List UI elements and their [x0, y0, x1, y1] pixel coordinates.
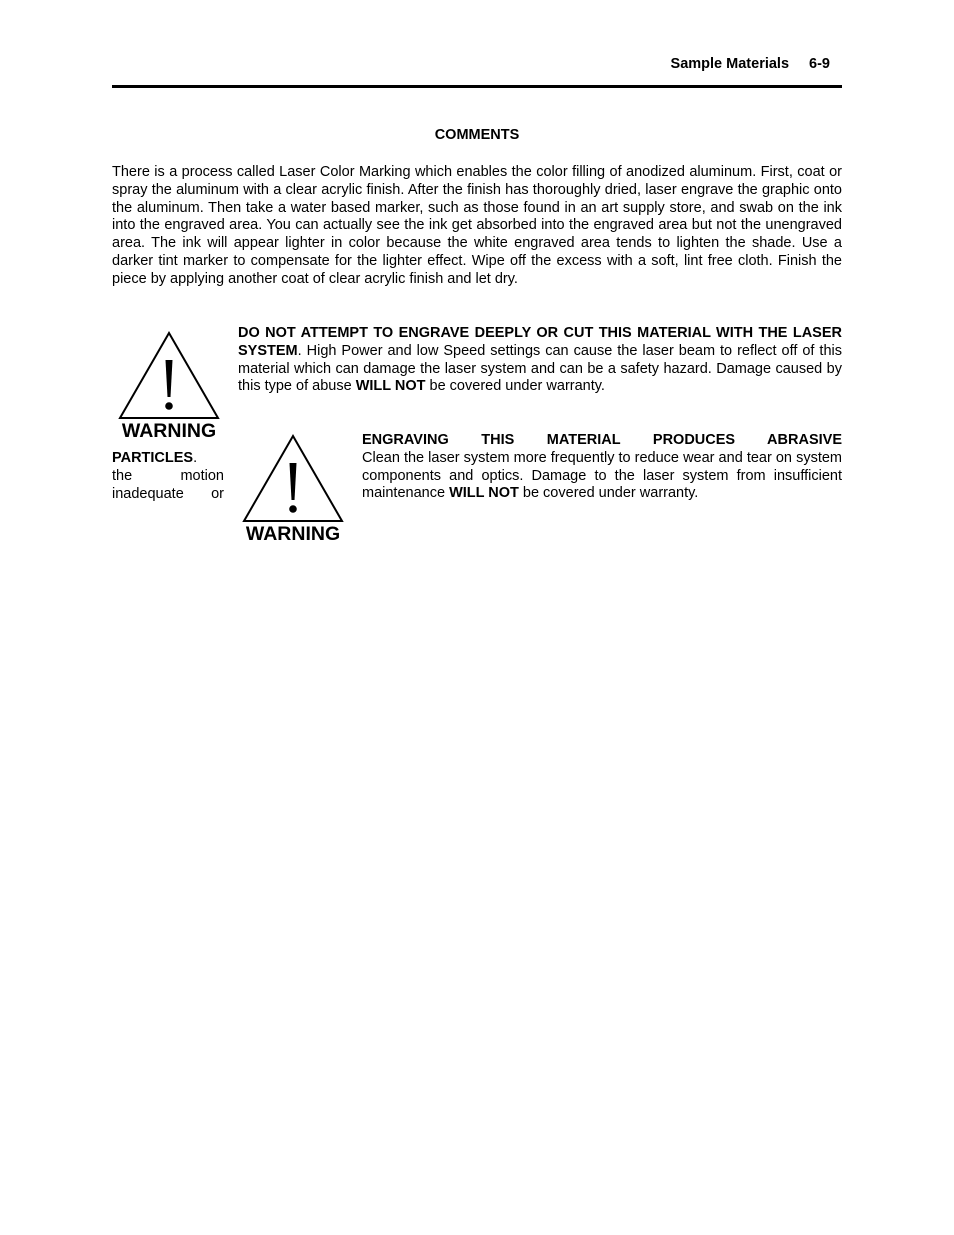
header-page-number: 6-9	[809, 56, 830, 72]
overflow-fragment-line2	[112, 468, 224, 486]
fragment-word: the	[112, 468, 133, 484]
warning-icon-label: WARNING	[121, 420, 217, 442]
warning-tail: be covered under warranty.	[518, 485, 699, 502]
running-header	[112, 56, 842, 72]
warning-icon	[116, 330, 222, 442]
fragment-period: .	[193, 450, 198, 466]
warning-emphasis: WILL NOT	[355, 378, 426, 395]
section-title: COMMENTS	[434, 127, 520, 143]
overflow-fragment-line3	[112, 486, 224, 504]
warning-lead: ENGRAVING THIS MATERIAL PRODUCES ABRASIVE	[362, 432, 842, 448]
header-section-title: Sample Materials	[670, 56, 790, 72]
warning-paragraph-deep-engrave	[238, 325, 842, 396]
fragment-word: or	[211, 486, 224, 502]
warning-body: Clean the laser system more frequently to reduce wear and tear on system components and optics. Damage to the laser system from insufficient maintenance	[362, 449, 842, 502]
warning-emphasis: WILL NOT	[449, 485, 519, 502]
warning-icon-label: WARNING	[245, 523, 341, 545]
header-rule	[112, 85, 842, 88]
warning-body: . High Power and low Speed settings can cause the laser beam to reflect off of this material which can damage the laser system and can be a safety hazard. Damage caused by this type of abuse	[238, 342, 842, 395]
fragment-word: motion	[180, 468, 224, 484]
overflow-fragment-line1	[112, 450, 197, 468]
warning-icon	[240, 433, 346, 545]
fragment-bold: PARTICLES	[112, 450, 194, 466]
fragment-word: inadequate	[112, 486, 184, 502]
warning-lead: DO NOT ATTEMPT TO ENGRAVE DEEPLY OR CUT THIS MATERIAL WITH THE LASER SYSTEM	[238, 325, 842, 359]
comments-paragraph: There is a process called Laser Color Marking which enables the color filling of anodized aluminum. First, coat or spray the aluminum with a clear acrylic finish. After the finish has thoroughly dried, laser engrave the graphic onto the aluminum. Then take a water based marker, such as those found in an art supply store, and swab on the ink into the engraved area. You can actually see the ink get absorbed into the engraved area but not the unengraved area. The ink will appear lighter in color because the white engraved area tends to lighten the shade. Use a darker tint marker to compensate for the lighter effect. Wipe off the excess with a soft, lint free cloth. Finish the piece by applying another coat of clear acrylic finish and let dry.	[112, 164, 842, 287]
warning-tail: be covered under warranty.	[425, 378, 605, 395]
warning-paragraph-abrasive	[362, 432, 842, 503]
